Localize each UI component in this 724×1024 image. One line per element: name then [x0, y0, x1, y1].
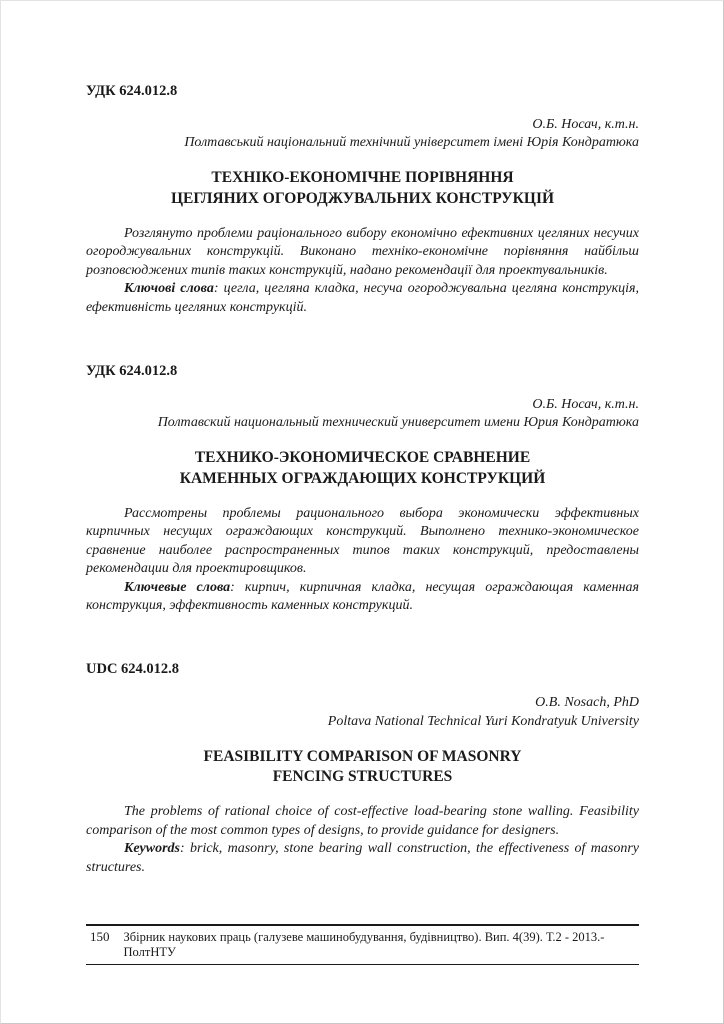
- udc-code: UDC 624.012.8: [86, 661, 180, 678]
- author-line: О.Б. Носач, к.т.н.: [532, 117, 639, 132]
- paper-title-line-2: FENCING STRUCTURES: [272, 767, 453, 785]
- keywords-text: : кирпич, кирпичная кладка, несущая ограждающая каменная конструкция, эффективность каменных конструкций.: [86, 579, 639, 613]
- footer-text: Збірник наукових праць (галузеве машинобудування, будівництво). Вип. 4(39). Т.2 - 2013.- ПолтНТУ: [123, 929, 605, 960]
- udc-code: УДК 624.012.8: [86, 83, 178, 99]
- keywords-label: Ключевые слова: [124, 579, 231, 595]
- page-footer: [86, 924, 639, 965]
- affiliation-line: Полтавський національний технічний університет імені Юрія Кондратюка: [184, 135, 639, 151]
- udc-code: УДК 624.012.8: [86, 363, 178, 379]
- paper-title-line-2: КАМЕННЫХ ОГРАЖДАЮЩИХ КОНСТРУКЦИЙ: [179, 469, 546, 487]
- page-number: 150: [90, 928, 110, 944]
- abstract-section-english: [86, 661, 639, 877]
- keywords-text: : brick, masonry, stone bearing wall construction, the effectiveness of masonry structures.: [86, 841, 639, 875]
- paper-title-line-1: FEASIBILITY COMPARISON OF MASONRY: [203, 747, 522, 765]
- keywords-text: : цегла, цегляна кладка, несуча огороджувальна цегляна конструкція, ефективність цегляних конструкцій.: [86, 281, 640, 315]
- affiliation-line: Полтавский национальный технический университет имени Юрия Кондратюка: [157, 415, 639, 431]
- keywords-label: Keywords: [124, 841, 180, 857]
- abstract-text: The problems of rational choice of cost-effective load-bearing stone walling. Feasibility comparison of the most common types of designs, to provide guidance for designers.: [86, 804, 639, 838]
- abstract-section-ukrainian: [86, 83, 639, 317]
- paper-title: [86, 168, 639, 208]
- paper-title-line-1: ТЕХНІКО-ЕКОНОМІЧНЕ ПОРІВНЯННЯ: [211, 169, 514, 187]
- keywords-line: [86, 579, 639, 616]
- paper-title: [86, 448, 639, 488]
- paper-title-line-2: ЦЕГЛЯНИХ ОГОРОДЖУВАЛЬНИХ КОНСТРУКЦІЙ: [170, 189, 555, 207]
- keywords-line: [86, 280, 639, 317]
- affiliation-line: Poltava National Technical Yuri Kondratyuk University: [327, 713, 639, 729]
- paper-title: [86, 747, 639, 787]
- abstract-section-russian: [86, 363, 639, 615]
- abstract-text: Рассмотрены проблемы рационального выбора экономически эффективных кирпичных несущих ограждающих конструкций. Выполнено технико-экономическое сравнение наиболее распространенных типов таких конструкций, предоставлены рекомендации для проектировщиков.: [86, 505, 639, 577]
- author-line: О.Б. Носач, к.т.н.: [532, 397, 639, 412]
- author-line: O.B. Nosach, PhD: [535, 695, 639, 711]
- abstract-text: Розглянуто проблеми раціонального вибору економічно ефективних цегляних несучих огороджувальних конструкцій. Виконано техніко-економічне порівняння найбільш розповсюджених типів таких конструкцій, надано рекомендації для проектувальників.: [86, 225, 639, 278]
- keywords-label: Ключові слова: [124, 281, 214, 297]
- paper-title-line-1: ТЕХНИКО-ЭКОНОМИЧЕСКОЕ СРАВНЕНИЕ: [194, 449, 531, 467]
- keywords-line: [86, 840, 639, 877]
